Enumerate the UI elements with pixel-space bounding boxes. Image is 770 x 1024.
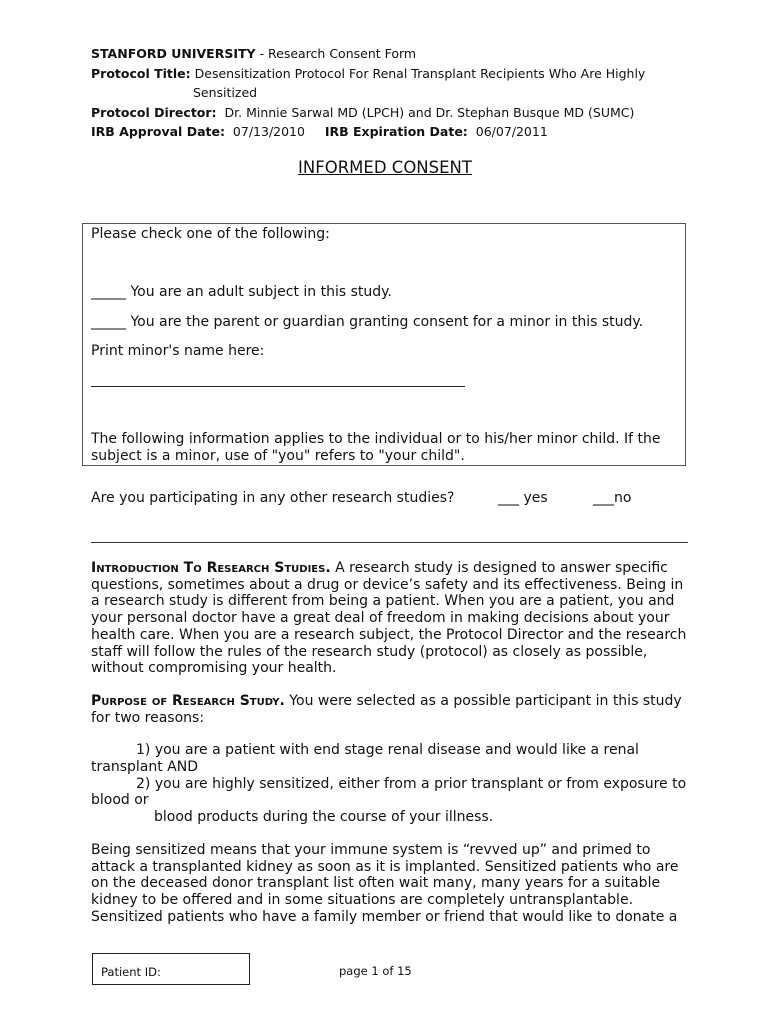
protocol-title-value: Desensitization Protocol For Renal Transplant Recipients Who Are Highly	[194, 66, 646, 81]
purpose-paragraph	[91, 693, 691, 726]
section-divider	[91, 542, 688, 543]
expiration-label: IRB Expiration Date:	[324, 124, 468, 139]
patient-id-label: Patient ID:	[101, 965, 161, 979]
director-row	[91, 103, 634, 122]
header-line-1	[91, 44, 416, 63]
minor-name-label: Print minor's name here:	[91, 343, 265, 359]
expiration-value: 06/07/2011	[475, 124, 548, 139]
protocol-title-label: Protocol Title:	[91, 66, 191, 81]
reason-1-line-b: transplant AND	[91, 759, 198, 775]
option-parent[interactable]: _____ You are the parent or guardian granting consent for a minor in this study.	[91, 314, 644, 330]
purpose-heading: Purpose of Research Study.	[91, 693, 285, 709]
minor-name-line[interactable]	[91, 386, 465, 387]
approval-label: IRB Approval Date:	[91, 124, 225, 139]
reason-2-line-b: blood or	[91, 792, 149, 808]
box-info-line-1: The following information applies to the individual or to his/her minor child. If the	[91, 431, 661, 447]
page-title: INFORMED CONSENT	[298, 158, 472, 177]
intro-paragraph	[91, 560, 691, 677]
box-info-line-2: subject is a minor, use of "you" refers to "your child".	[91, 448, 465, 464]
approval-value: 07/13/2010	[232, 124, 305, 139]
reason-2-line-a: 2) you are highly sensitized, either from a prior transplant or from exposure to	[136, 776, 687, 792]
participation-yes[interactable]: ___ yes	[498, 490, 548, 506]
sensitized-paragraph: Being sensitized means that your immune system is “revved up” and primed to attack a transplanted kidney as soon as it is implanted. Sensitized patients who are on the deceased donor transplant list often wait many, many years for a suitable kidney to be offered and in some situations are completely untransplantable. Sensitized patients who have a family member or friend that would like to donate a	[91, 842, 679, 925]
page-number: page 1 of 15	[339, 964, 412, 978]
box-prompt: Please check one of the following:	[91, 226, 330, 242]
option-adult[interactable]: _____ You are an adult subject in this study.	[91, 284, 392, 300]
intro-text: A research study is designed to answer specific questions, sometimes about a drug or device’s safety and its effectiveness. Being in a research study is different from being a patient. When you are a patient, you and your personal doctor have a great deal of freedom in making decisions about your health care. When you are a research subject, the Protocol Director and the research staff will follow the rules of the research study (protocol) as closely as possible, without compromising your health.	[91, 560, 687, 677]
participation-question: Are you participating in any other research studies?	[91, 490, 455, 506]
purpose-text: You were selected as a possible participant in this study for two reasons:	[91, 693, 682, 726]
reason-2-line-c: blood products during the course of your illness.	[154, 809, 494, 825]
patient-id-box[interactable]	[92, 953, 250, 985]
university-name: STANFORD UNIVERSITY	[91, 46, 256, 61]
form-type: - Research Consent Form	[255, 46, 417, 61]
protocol-title-row	[91, 64, 645, 83]
director-label: Protocol Director:	[91, 105, 217, 120]
irb-dates-row	[91, 122, 548, 141]
protocol-title-continuation: Sensitized	[193, 85, 258, 100]
intro-heading: Introduction To Research Studies.	[91, 560, 331, 576]
participation-no[interactable]: ___no	[593, 490, 632, 506]
director-value: Dr. Minnie Sarwal MD (LPCH) and Dr. Stephan Busque MD (SUMC)	[224, 105, 635, 120]
reason-1-line-a: 1) you are a patient with end stage renal disease and would like a renal	[136, 742, 639, 758]
